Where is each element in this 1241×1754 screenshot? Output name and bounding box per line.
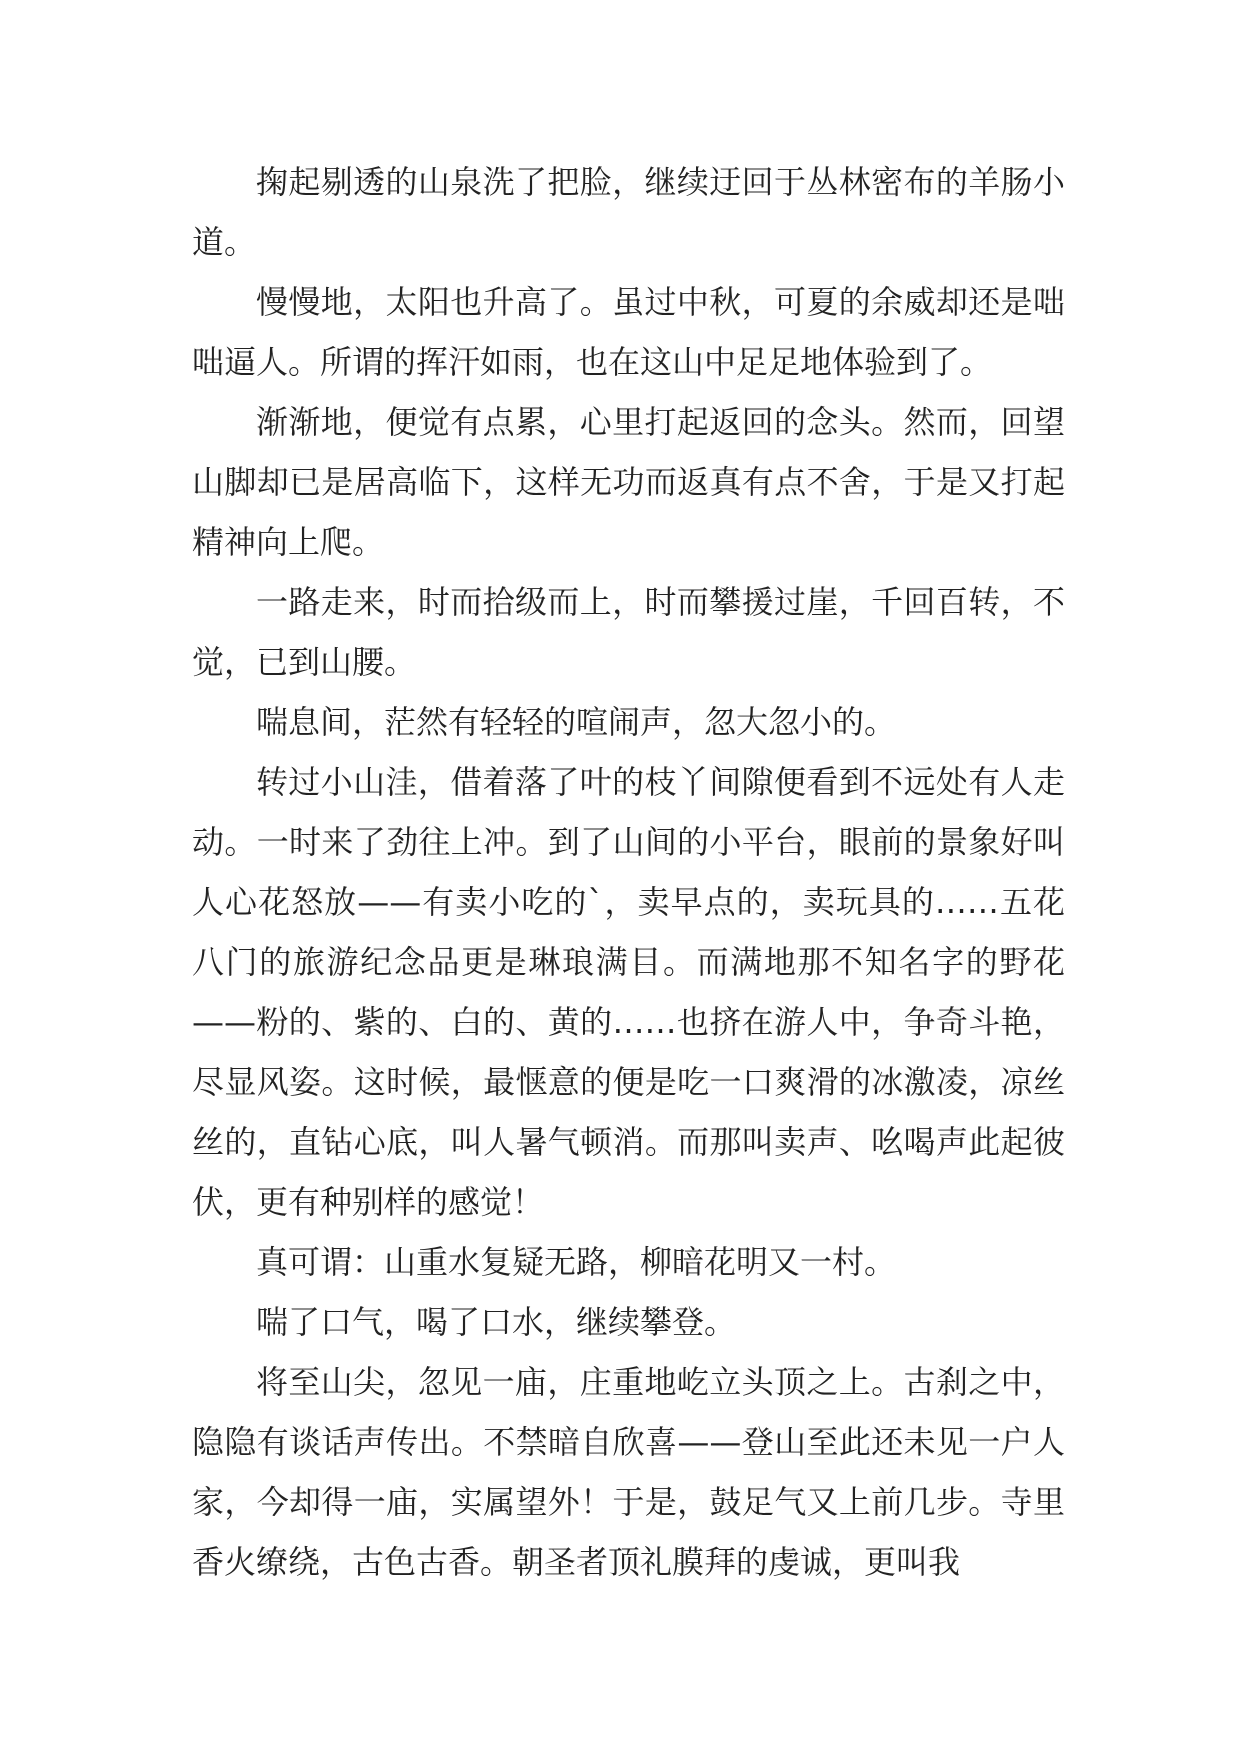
paragraph: 喘息间，茫然有轻轻的喧闹声，忽大忽小的。 bbox=[256, 703, 897, 741]
paragraph: 喘了口气，喝了口水，继续攀登。 bbox=[256, 1303, 737, 1341]
paragraph: 真可谓：山重水复疑无路，柳暗花明又一村。 bbox=[256, 1243, 897, 1281]
paragraph: 慢慢地，太阳也升高了。虽过中秋，可夏的余威却还是咄咄逼人。所谓的挥汗如雨，也在这山中足足地体验到了。 bbox=[192, 283, 1065, 381]
paragraph: 一路走来，时而拾级而上，时而攀援过崖，千回百转，不觉，已到山腰。 bbox=[192, 583, 1065, 681]
paragraph: 转过小山洼，借着落了叶的枝丫间隙便看到不远处有人走动。一时来了劲往上冲。到了山间的小平台，眼前的景象好叫人心花怒放——有卖小吃的`，卖早点的，卖玩具的……五花八门的旅游纪念品更是琳琅满目。而满地那不知名字的野花——粉的、紫的、白的、黄的……也挤在游人中，争奇斗艳，尽显风姿。这时候，最惬意的便是吃一口爽滑的冰激凌，凉丝丝的，直钻心底，叫人暑气顿消。而那叫卖声、吆喝声此起彼伏，更有种别样的感觉！ bbox=[192, 763, 1065, 1221]
document-body bbox=[192, 152, 1065, 1592]
paragraph: 掬起剔透的山泉洗了把脸，继续迂回于丛林密布的羊肠小道。 bbox=[192, 163, 1065, 261]
paragraph: 将至山尖，忽见一庙，庄重地屹立头顶之上。古刹之中，隐隐有谈话声传出。不禁暗自欣喜——登山至此还未见一户人家，今却得一庙，实属望外！于是，鼓足气又上前几步。寺里香火缭绕，古色古香。朝圣者顶礼膜拜的虔诚，更叫我 bbox=[192, 1363, 1065, 1581]
paragraph: 渐渐地，便觉有点累，心里打起返回的念头。然而，回望山脚却已是居高临下，这样无功而返真有点不舍，于是又打起精神向上爬。 bbox=[192, 403, 1065, 561]
